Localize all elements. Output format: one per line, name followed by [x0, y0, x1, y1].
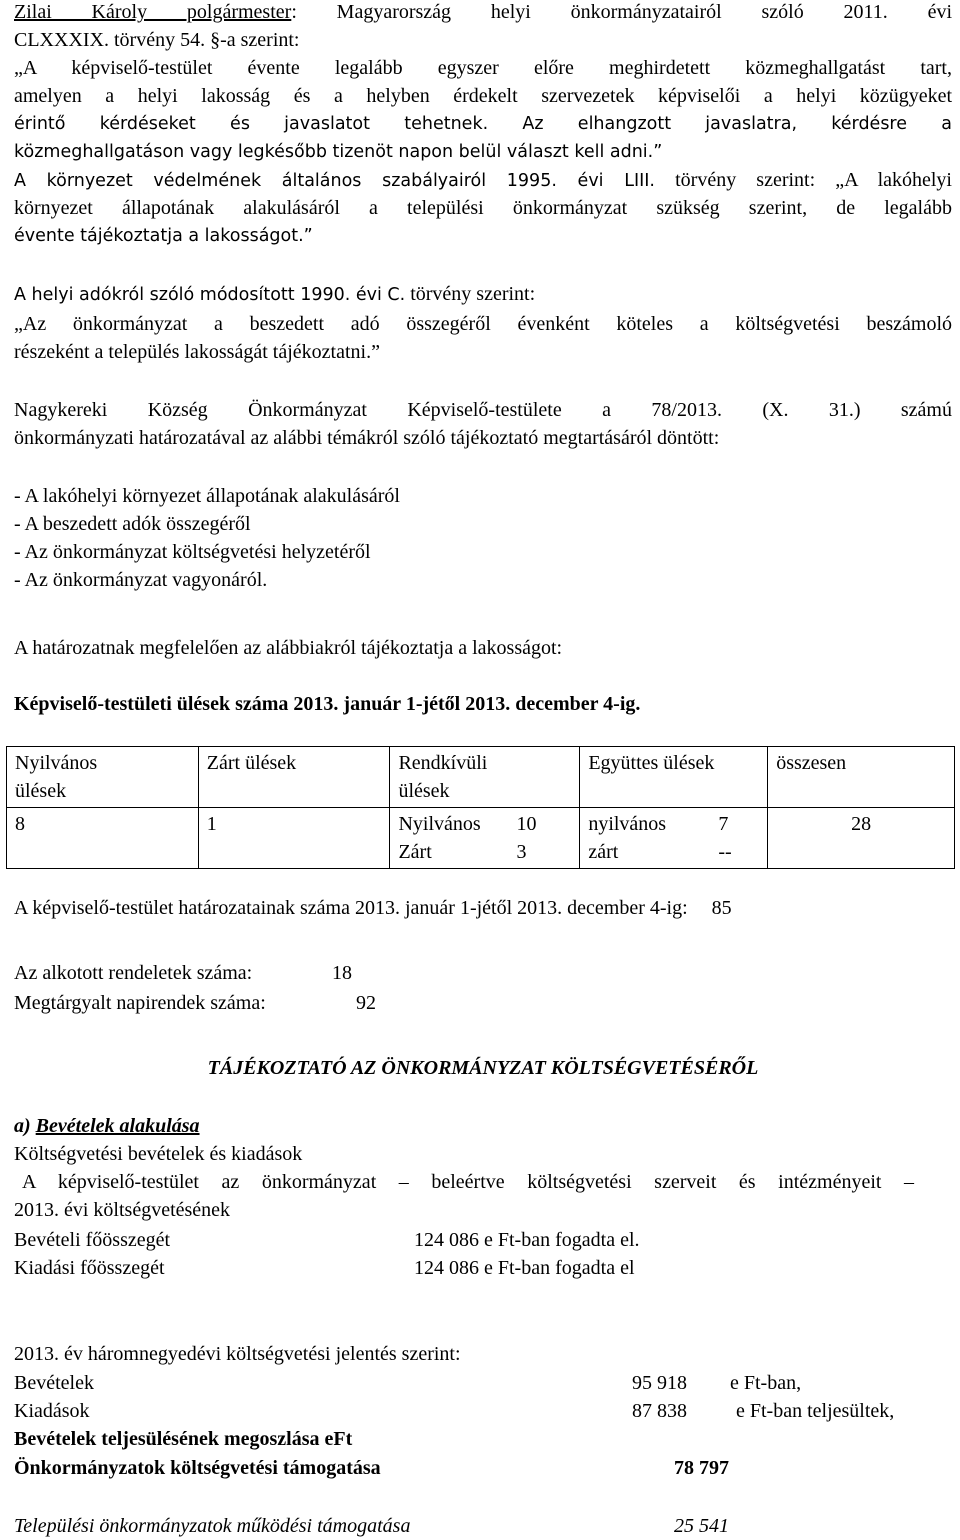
revenue-breakdown-heading: Bevételek teljesülésének megoszlása eFt [14, 1428, 353, 1450]
quote-line: amelyen a helyi lakosság és a helyben érdekelt szervezetek képviselői a helyi közügyeket [14, 85, 952, 107]
environment-law-line-1: A környezet védelmének általános szabályairól 1995. évi LIII. törvény szerint: „A lakóhelyi [14, 169, 952, 191]
expenses-line: Kiadások 87 838 e Ft-ban teljesültek, [14, 1400, 895, 1422]
header-closed-sessions: Zárt ülések [198, 747, 390, 808]
section-a-heading: a) Bevételek alakulása [14, 1115, 200, 1137]
environment-law-line-2: környezet állapotának alakulásáról a települési önkormányzat szükség szerint, de legalább [14, 197, 952, 219]
budget-subheading: Költségvetési bevételek és kiadások [14, 1143, 303, 1165]
sessions-heading: Képviselő-testületi ülések száma 2013. január 1-jétől 2013. december 4-ig. [14, 693, 641, 715]
agenda-count-value: 92 [356, 992, 376, 1014]
header-public-sessions: Nyilvános ülések [7, 747, 199, 808]
tax-law-line-1: A helyi adókról szóló módosított 1990. évi C. törvény szerint: [14, 283, 536, 305]
table-header-row [7, 747, 955, 808]
resolutions-count-line: A képviselő-testület határozatainak száma 2013. január 1-jétől 2013. december 4-ig: 85 [14, 897, 732, 919]
header-joint-sessions: Együttes ülések [580, 747, 768, 808]
quote-line: „A képviselő-testület évente legalább egyszer előre meghirdetett közmeghallgatást tart, [14, 57, 952, 79]
quote-line: közmeghallgatáson vagy legkésőbb tizenöt napon belül választ kell adni.” [14, 142, 663, 162]
cell-total: 28 [768, 808, 955, 869]
quote-line: érintő kérdéseket és javaslatot tehetnek. Az elhangzott javaslatra, kérdésre a [14, 114, 952, 134]
budget-title: TÁJÉKOZTATÓ AZ ÖNKORMÁNYZAT KÖLTSÉGVETÉSÉRŐL [207, 1057, 759, 1079]
table-row [7, 808, 955, 869]
topic-list-item: - A lakóhelyi környezet állapotának alakulásáról [14, 485, 400, 507]
cell-extraordinary: Nyilvános 10 Zárt 3 [390, 808, 580, 869]
adopted-line-1: A képviselő-testület az önkormányzat – beleértve költségvetési szerveit és intézményeit – [22, 1171, 914, 1193]
cell-joint: nyilvános 7 zárt -- [580, 808, 768, 869]
cell-closed-count: 1 [198, 808, 390, 869]
state-support-line: Önkormányzatok költségvetési támogatása 78 797 [14, 1457, 729, 1479]
decrees-count-line: Az alkotott rendeletek száma: 18 [14, 962, 352, 984]
header-extraordinary-sessions: Rendkívüli ülések [390, 747, 580, 808]
topic-list-item: - Az önkormányzat költségvetési helyzetéről [14, 541, 371, 563]
quarterly-report-heading: 2013. év háromnegyedévi költségvetési jelentés szerint: [14, 1343, 461, 1365]
header-total: összesen [768, 747, 955, 808]
tax-law-line-3: részeként a település lakosságát tájékoztatni.” [14, 341, 380, 363]
topic-list-item: - A beszedett adók összegéről [14, 513, 251, 535]
agenda-count-line: Megtárgyalt napirendek száma: 92 [14, 992, 376, 1014]
decrees-count-value: 18 [332, 962, 352, 984]
decision-line-1: Nagykereki Község Önkormányzat Képviselő-testülete a 78/2013. (X. 31.) számú [14, 399, 952, 421]
mayor-name: Zilai Károly polgármester [14, 1, 292, 23]
decision-line-2: önkormányzati határozatával az alábbi témákról szóló tájékoztató megtartásáról döntött: [14, 427, 720, 449]
environment-law-line-3: évente tájékoztatja a lakosságot.” [14, 226, 313, 246]
operating-support-line: Települési önkormányzatok működési támogatása 25 541 [14, 1515, 729, 1537]
topic-list-item: - Az önkormányzat vagyonáról. [14, 569, 268, 591]
inform-line: A határozatnak megfelelően az alábbiakról tájékoztatja a lakosságot: [14, 637, 563, 659]
sessions-table [6, 746, 955, 869]
cell-public-count: 8 [7, 808, 199, 869]
revenues-line: Bevételek 95 918 e Ft-ban, [14, 1372, 802, 1394]
tax-law-line-2: „Az önkormányzat a beszedett adó összegéről évenként köteles a költségvetési beszámoló [14, 313, 952, 335]
law-reference-line-2: CLXXXIX. törvény 54. §-a szerint: [14, 29, 300, 51]
revenue-total-line: Bevételi főösszegét 124 086 e Ft-ban fogadta el. [14, 1229, 640, 1251]
adopted-line-2: 2013. évi költségvetésének [14, 1199, 231, 1221]
law-reference-line-1: Zilai Károly polgármester: Magyarország helyi önkormányzatairól szóló 2011. évi [14, 1, 952, 23]
resolutions-count-value: 85 [711, 897, 732, 919]
expense-total-line: Kiadási főösszegét 124 086 e Ft-ban fogadta el [14, 1257, 635, 1279]
